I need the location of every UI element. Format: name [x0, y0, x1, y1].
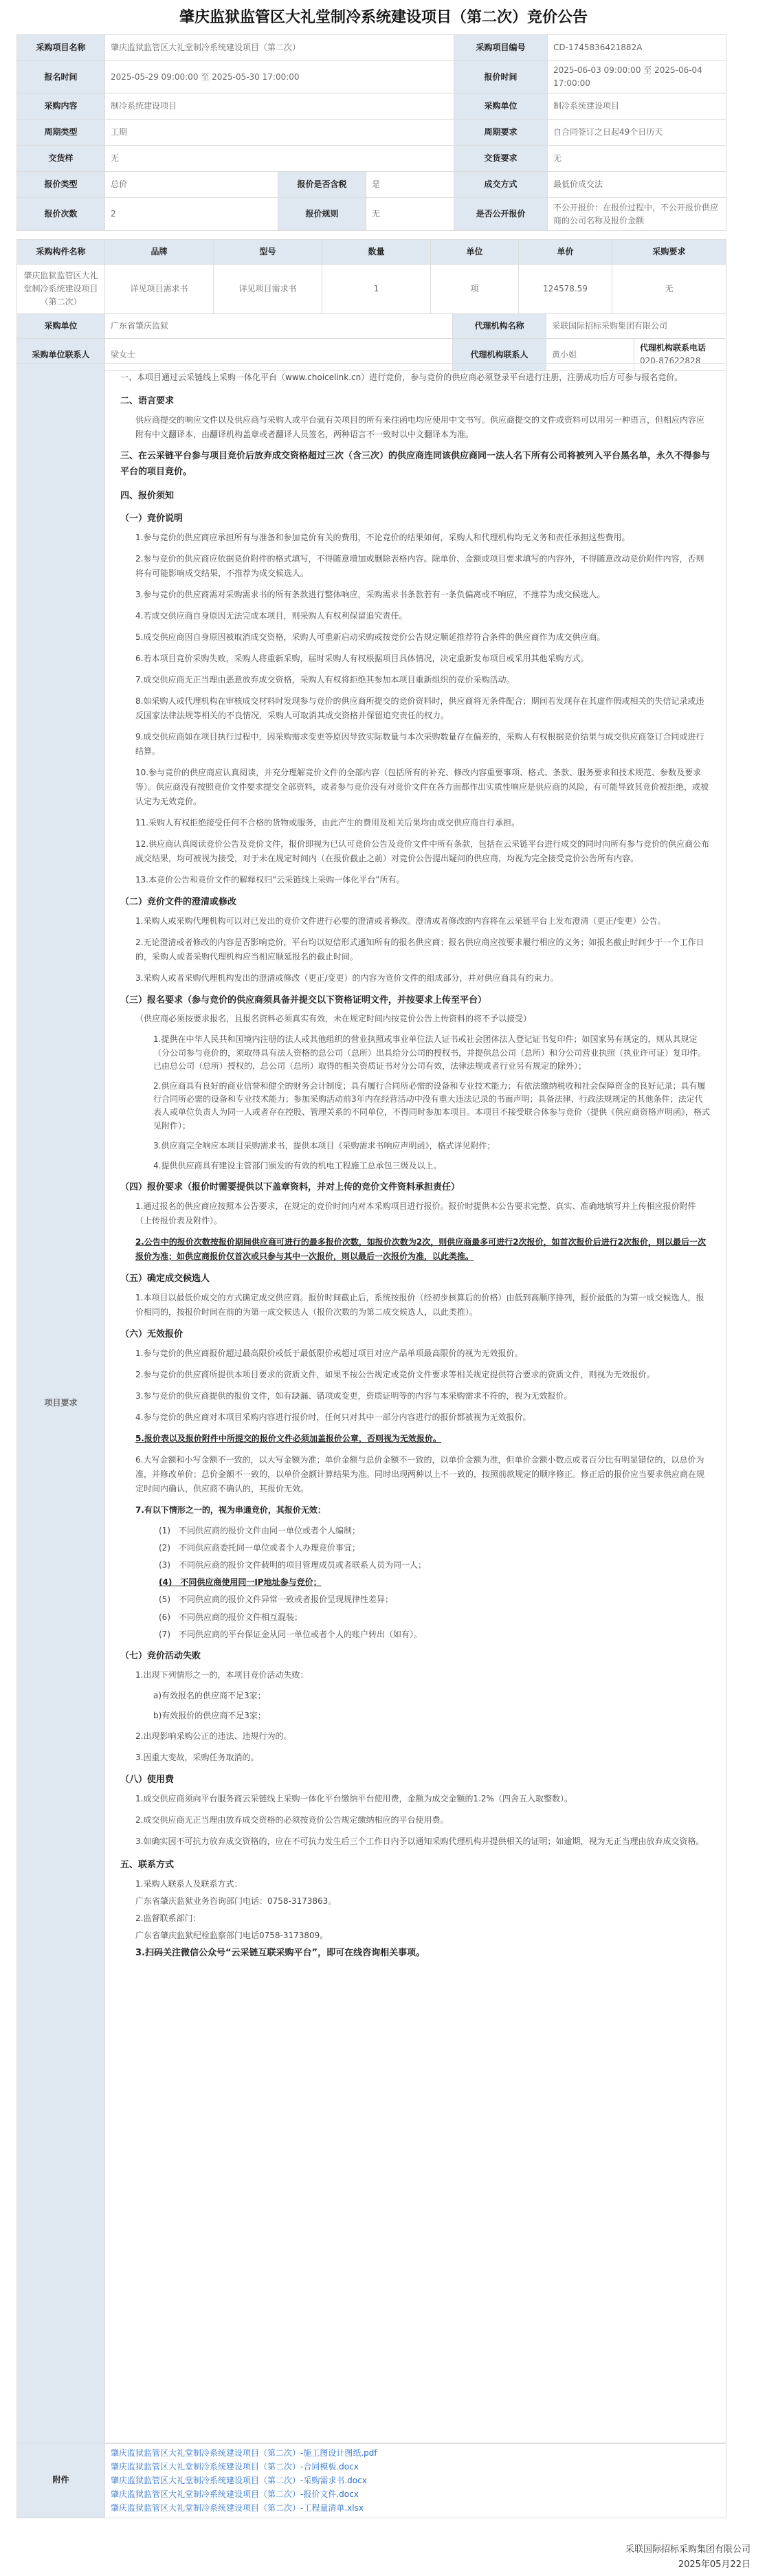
project-name: 肇庆监狱监管区大礼堂制冷系统建设项目（第二次）: [105, 35, 454, 61]
fail-list: [120, 1689, 711, 1722]
list-item: 2.参与竞价的供应商应依据竞价附件的格式填写，不得随意增加或删除表格内容。除单价、金额或项目要求填写的内容外，不得随意改动竞价附件内容，否则将有可能影响成交结果，不推荐为成交候选人。: [135, 553, 704, 578]
sub7b-list: [120, 1729, 711, 1765]
page-title: 肇庆监狱监管区大礼堂制冷系统建设项目（第二次）竞价公告: [179, 9, 588, 26]
list-item: (7) 不同供应商的平台保证金从同一单位或者个人的账户转出（如有）。: [159, 1629, 423, 1639]
column-header: 数量: [322, 240, 431, 265]
cycle-requirement: 自合同签订之日起49个日历天: [548, 120, 726, 146]
list-item: 3.参与竞价的供应商需对采购需求书的所有条款进行整体响应，采购需求书条款若有一条负偏离或不响应，不推荐为成交候选人。: [135, 589, 605, 599]
purchase-content: 制冷系统建设项目: [105, 93, 454, 120]
list-item: 3.参与竞价的供应商提供的报价文件，如有缺漏、错项或变更，资质证明等的内容与本采购需求不符的，视为无效报价。: [135, 1390, 573, 1401]
list-item: 1.通过报名的供应商应按照本公告要求，在规定的竞价时间内对本采购项目进行报价。报价时提供本公告要求完整、真实、准确地填写并上传相应报价附件（上传报价表及附件）。: [135, 1201, 696, 1225]
list-item: 6.大写金额和小写金额不一致的，以大写金额为准；单价金额与总价金额不一致的，以单价金额为准，但单价金额小数点或者百分比有明显错位的，以总价为准，并修改单价；总价金额不一致的，以单价金额计算结果为准。同时出现两种以上不一致的，按照前款规定的顺序修正。修正后的报价应当要求供应商在规定时间内确认，供应商不确认的，其报价无效。: [135, 1454, 705, 1494]
list-item: 4.若成交供应商自身原因无法完成本项目，则采购人有权利保留追究责任。: [135, 610, 408, 621]
list-item: 1.采购人或采购代理机构可以对已发出的竞价文件进行必要的澄清或者修改。澄清或者修改的内容将在云采链平台上发布澄清（更正/变更）公告。: [135, 915, 666, 926]
attachment-link[interactable]: 肇庆监狱监管区大礼堂制冷系统建设项目（第二次）-施工图设计图纸.pdf: [111, 2448, 377, 2458]
list-item: 12.供应商认真阅读竞价公告及竞价文件，报价即视为已认可竞价公告及竞价文件中所有条款，包括在云采链平台进行成交的同时向所有参与竞价的供应商公布成交结果，均可被视为接受，对于未在规定时间内（在报价截止之前）对竞价公告提出疑问的供应商，均视为完全接受竞价公告所有内容。: [135, 839, 710, 863]
column-header: 型号: [214, 240, 322, 265]
quote-rounds: 2: [105, 198, 278, 231]
list-item: 11.采购人有权拒绝接受任何不合格的货物或服务，由此产生的费用及相关后果均由成交供应商自行承担。: [135, 817, 520, 828]
list-item: 1.出现下列情形之一的，本项目竞价活动失败：: [135, 1669, 309, 1680]
column-header: 采购要求: [612, 240, 726, 265]
list-item: (4) 不同供应商使用同一IP地址参与竞价；: [159, 1577, 322, 1588]
collusion-list: [120, 1524, 711, 1641]
sub6-list: [120, 1346, 711, 1518]
requirements-body: 一、本项目通过云采链线上采购一体化平台（www.choicelink.cn）进行竞价，参与竞价的供应商必须登录平台进行注册，注册成功后方可参与报名竞价。 二、语言要求 供应商提交的响应文件以及供应商与采购人或平台就有关项目的所有来往函电均应使用中文书写。供应商提交的文件或资料可以用另一种语言，但相应内容应附有中文翻译本，由翻译机构盖章或者翻译人员签名，两种语言不一致时以中文翻译本为准。 三、在云采链平台参与项目竞价后放弃成交资格超过三次（含三次）的供应商连同该供应商同一法人名下所有公司将被列入平台黑名单，永久不得参与平台的项目竞价。 四、报价须知 （一）竞价说明 1.参与竞价的供应商应承担所有与准备和参加竞价有关的费用，不论竞价的结果如何，采购人和代理机构均无义务和责任承担这些费用。 2.参与竞价的供应商应依据竞价附件的格式填写，不得随意增加或删除表格内容。除单价、金额或项目要求填写的内容外，不得随意改动竞价附件内容，否则将有可能影响成交结果，不推荐为成交候选人。 3.参与竞价的供应商需对采购需求书的所有条款进行整体响应，采购需求书条款若有一条负偏离或不响应，不推荐为成交候选人。 4.若成交供应商自身原因无法完成本项目，则采购人有权利保留追究责任。 5.成交供应商因自身原因被取消成交资格，采购人可重新启动采购或按竞价公告规定顺延推荐符合条件的供应商作为成交供应商。 6.若本项目竞价采购失败，采购人将重新采购，届时采购人有权根据项目具体情况，决定重新发布项目或采用其他采购方式。 7.成交供应商无正当理由恶意放弃成交资格，采购人有权将拒绝其参加本项目重新组织的竞价采购活动。 8.如采购人或代理机构在审核成交材料时发现参与竞价的供应商所提交的竞价资料时，供应商将无条件配合；期间若发现存在其虚作假或相关的失信记录或违反国家法律法规等相关的不良情况，采购人可取消其成交资格并保留追究责任的权力。 9.成交供应商如在项目执行过程中，因采购需求变更等原因导致实际数量与本次采购数量存在偏差的，采购人有权根据竞价结果与成交供应商签订合同或进行结算。 10.参与竞价的供应商应认真阅读，并充分理解竞价文件的全部内容（包括所有的补充、修改内容重要事项、格式、条款、服务要求和技术规范、参数及要求等）。供应商没有按照竞价文件要求提交全部资料，或者参与竞价没有对竞价文件在各方面都作出实质性响应是供应商的风险，有可能导致其竞价被拒绝，或被认定为无效竞价。 11.采购人有权拒绝接受任何不合格的货物或服务，由此产生的费用及相关后果均由成交供应商自行承担。 12.供应商认真阅读竞价公告及竞价文件，报价即视为已认可竞价公告及竞价文件中所有条款，包括在云采链平台进行成交的同时向所有参与竞价的供应商公布成交结果，均可被视为接受，对于未在规定时间内（在报价截止之前）对竞价公告提出疑问的供应商，均视为完全接受竞价公告所有内容。 13.本竞价公告和竞价文件的解释权归“云采链线上采购一体化平台”所有。 （二）竞价文件的澄清或修改 1.采购人或采购代理机构可以对已发出的竞价文件进行必要的澄清或者修改。澄清或者修改的内容将在云采链平台上发布澄清（更正/变更）公告。 2.无论澄清或者修改的内容是否影响竞价，平台均以短信形式通知所有的报名供应商；报名供应商应按要求履行相应的义务；如报名截止时间少于一个工作日的，采购人或者采购代理机构应当相应顺延报名的截止时间。 3.采购人或者采购代理机构发出的澄清或修改（更正/变更）的内容为竞价文件的组成部分，并对供应商具有约束力。 （三）报名要求（参与竞价的供应商须具备并提交以下资格证明文件，并按要求上传至平台） （供应商必须按要求报名，且报名资料必须真实有效，未在规定时间内按竞价公告上传资料的将不予以接受） 1.提供在中华人民共和国境内注册的法人或其他组织的营业执照或事业单位法人证书或社会团体法人登记证书复印件；如国家另有规定的，则从其规定（分公司参与竞价的，须取得具有法人资格的总公司（总所）出具给分公司的授权书，并提供总公司（总所）和分公司营业执照（执业许可证）复印件。已由总公司（总所）授权的，总公司（总所）取得的相关资质证书对分公司有效，法律法规或者行业另有规定的除外）； 2.供应商具有良好的商业信誉和健全的财务会计制度；具有履行合同所必需的设备和专业技术能力；有依法缴纳税收和社会保障资金的良好记录；具有履行合同所必需的设备和专业技术能力；参加采购活动前3年内在经营活动中没有重大违法记录的书面声明；具备法律、行政法规规定的其他条件；法定代表人或单位负责人为同一人或者存在控股、管理关系的不同单位，不得同时参加本项目。本项目不接受联合体参与竞价（提供《供应商资格声明函》，格式见附件）； 3.供应商完全响应本项目采购需求书，提供本项目《采购需求书响应声明函》，格式详见附件； 4.提供供应商具有建设主管部门颁发的有效的机电工程施工总承包三级及以上。 （四）报价要求（报价时需要提供以下盖章资料，并对上传的竞价文件资料承担责任） 1.通过报名的供应商应按照本公告要求，在规定的竞价时间内对本采购项目进行报价。报价时提供本公告要求完整、真实、准确地填写并上传相应报价附件（上传报价表及附件）。 2.公告中的报价次数按报价期间供应商可进行的最多报价次数，如报价次数为2次，则供应商最多可进行2次报价，如首次报价后进行2次报价，则以最后一次报价为准；如供应商报价仅首次或只参与其中一次报价，则以最后一次报价为准，以此类推。 （五）确定成交候选人 1.本项目以最低价成交的方式确定成交供应商。报价时间截止后，系统按报价（经初步核算后的价格）由低到高顺序排列，报价最低的为第一成交候选人，报价相同的，按报价时间在前的为第一成交候选人（报价次数的为第二成交候选人，以此类推）。 （六）无效报价 1.参与竞价的供应商报价超过最高限价或低于最低限价或超过项目对应产品单项最高限价的视为无效报价。 2.参与竞价的供应商所提供本项目要求的资质文件，如果不按公告规定或竞价文件要求等相关规定提供符合要求的资质文件，则视为无效报价。 3.参与竞价的供应商提供的报价文件，如有缺漏、错项或变更，资质证明等的内容与本采购需求不符的，视为无效报价。 4.参与竞价的供应商对本项目采购内容进行报价时，任何只对其中一部分内容进行的报价都被视为无效报价。 5.报价表以及报价附件中所提交的报价文件必须加盖报价公章，否则视为无效报价。 6.大写金额和小写金额不一致的，以大写金额为准；单价金额与总价金额不一致的，以单价金额为准，但单价金额小数点或者百分比有明显错位的，以总价为准，并修改单价；总价金额不一致的，以单价金额计算结果为准。同时出现两种以上不一致的，按照前款规定的顺序修正。修正后的报价应当要求供应商在规定时间内确认，供应商不确认的，其报价无效。 7.有以下情形之一的，视为串通竞价，其报价无效： (1) 不同供应商的报价文件由同一单位或者个人编制； (2) 不同供应商委托同一单位或者个人办理竞价事宜； (3) 不同供应商的报价文件载明的项目管理成员或者联系人员为同一人； (4) 不同供应商使用同一IP地址参与竞价； (5) 不同供应商的报价文件异常一致或者报价呈现规律性差异； (6) 不同供应商的报价文件相互混装； (7) 不同供应商的平台保证金从同一单位或者个人的账户转出（如有）。 （七）竞价活动失败 1.出现下列情形之一的，本项目竞价活动失败： a)有效报名的供应商不足3家； b)有效报价的供应商不足3家； 2.出现影响采购公正的违法、违规行为的。 3.因重大变故，采购任务取消的。 （八）使用费 1.成交供应商须向平台服务商云采链线上采购一体化平台缴纳平台使用费，金额为成交金额的1.2%（四舍五入取整数）。 2.成交供应商无正当理由放弃成交资格的必须按竞价公告规定缴纳相应的平台使用费。 3.如确实因不可抗力放弃成交资格的，应在不可抗力发生后三个工作日内予以通知采购代理机构并提供相关的证明；如逾期，视为无正当理由放弃成交资格。 五、联系方式 1.采购人联系人及联系方式： 广东省肇庆监狱业务咨询部门电话：0758-3173863。 2.监督联系部门： 广东省肇庆监狱纪检监察部门电话0758-3173809。 3.扫码关注微信公众号“云采链互联采购平台”，即可在线咨询相关事项。: [105, 364, 726, 2444]
blacklist-warning: 三、在云采链平台参与项目竞价后放弃成交资格超过三次（含三次）的供应商连同该供应商同一法人名下所有公司将被列入平台黑名单，永久不得参与平台的项目竞价。: [120, 450, 711, 477]
project-no: CD-1745836421882A: [548, 35, 726, 61]
table-row: 肇庆监狱监管区大礼堂制冷系统建设项目（第二次） 详见项目需求书 详见项目需求书 1 项 124578.59 无: [17, 265, 726, 314]
list-item: 2.参与竞价的供应商所提供本项目要求的资质文件，如果不按公告规定或竞价文件要求等相关规定提供符合要求的资质文件，则视为无效报价。: [135, 1369, 655, 1379]
list-item: 2.供应商具有良好的商业信誉和健全的财务会计制度；具有履行合同所必需的设备和专业技术能力；有依法缴纳税收和社会保障资金的良好记录；具有履行合同所必需的设备和专业技术能力；参加采购活动前3年内在经营活动中没有重大违法记录的书面声明；具备法律、行政法规规定的其他条件；法定代表人或单位负责人为同一人或者存在控股、管理关系的不同单位，不得同时参加本项目。本项目不接受联合体参与竞价（提供《供应商资格声明函》，格式见附件）；: [153, 1081, 711, 1131]
project-info-table: 采购项目名称 肇庆监狱监管区大礼堂制冷系统建设项目（第二次） 采购项目编号 CD-1745836421882A 报名时间 2025-05-29 09:00:00 至 2025-05-30 17:00:00 报价时间 2025-06-03 09:00:00 至 2025-06-04 17:00:00 采购内容 制冷系统建设项目 采购单位 制冷系统建设项目 周期类型 工期 周期要求 自合同签订之日起49个日历天 交货样 无 交货要求 无 报价类型 总价 报价是否含税 是 成交方式 最低价成交法 报价次数 2 报价规则 无 是否公开报价 不公开报价：在报价过程中，不公开报价供应商的公司名称及报价金额: [16, 34, 726, 231]
sub2-list: [120, 914, 711, 986]
purchase-items-table: [16, 239, 726, 314]
list-item: a)有效报名的供应商不足3家；: [153, 1690, 266, 1700]
purchase-unit: 广东省肇庆监狱: [105, 314, 453, 339]
attachments-label: 附件: [17, 2443, 105, 2518]
attachment-link[interactable]: 肇庆监狱监管区大礼堂制冷系统建设项目（第二次）-工程量清单.xlsx: [111, 2503, 364, 2513]
sub1-list: [120, 531, 711, 887]
list-item: 7.成交供应商无正当理由恶意放弃成交资格，采购人有权将拒绝其参加本项目重新组织的竞价采购活动。: [135, 674, 515, 685]
platform-note: 3.扫码关注微信公众号“云采链互联采购平台”，即可在线咨询相关事项。: [135, 1947, 425, 1958]
list-item: b)有效报价的供应商不足3家；: [153, 1710, 266, 1720]
attachment-link[interactable]: 肇庆监狱监管区大礼堂制冷系统建设项目（第二次）-合同模板.docx: [111, 2462, 359, 2472]
list-item: (1) 不同供应商的报价文件由同一单位或者个人编制；: [159, 1525, 361, 1535]
list-item: 8.如采购人或代理机构在审核成交材料时发现参与竞价的供应商所提交的竞价资料时，供应商将无条件配合；期间若发现存在其虚作假或相关的失信记录或违反国家法律法规等相关的不良情况，采购人可取消其成交资格并保留追究责任的权力。: [135, 696, 704, 720]
attachments-table: [16, 2443, 726, 2518]
contacts-list: [120, 1877, 711, 1943]
list-item: 4.提供供应商具有建设主管部门颁发的有效的机电工程施工总承包三级及以上。: [153, 1160, 442, 1170]
cycle-type: 工期: [105, 120, 454, 146]
agent-name: 采联国际招标采购集团有限公司: [546, 314, 726, 339]
agent-contact: 黄小姐: [546, 339, 634, 371]
list-item: 广东省肇庆监狱业务咨询部门电话：0758-3173863。: [135, 1896, 337, 1906]
list-item: 3.采购人或者采购代理机构发出的澄清或修改（更正/变更）的内容为竞价文件的组成部分，并对供应商具有约束力。: [135, 973, 559, 983]
column-header: 采购构件名称: [17, 240, 105, 265]
publish-quote: 不公开报价：在报价过程中，不公开报价供应商的公司名称及报价金额: [548, 198, 726, 231]
list-item: 3.如确实因不可抗力放弃成交资格的，应在不可抗力发生后三个工作日内予以通知采购代理机构并提供相关的证明；如逾期，视为无正当理由放弃成交资格。: [135, 1836, 704, 1846]
quote-rule: 无: [366, 198, 454, 231]
delivery-requirement: 无: [548, 146, 726, 172]
list-item: (2) 不同供应商委托同一单位或者个人办理竞价事宜；: [159, 1542, 361, 1553]
include-tax: 是: [366, 172, 454, 198]
deal-method: 最低价成交法: [548, 172, 726, 198]
column-header: 品牌: [105, 240, 214, 265]
list-item: 9.成交供应商如在项目执行过程中，因采购需求变更等原因导致实际数量与本次采购数量存在偏差的，采购人有权根据竞价结果与成交供应商签订合同或进行结算。: [135, 731, 704, 756]
quote-time: 2025-06-03 09:00:00 至 2025-06-04 17:00:00: [548, 61, 726, 93]
list-item: (3) 不同供应商的报价文件载明的项目管理成员或者联系人员为同一人；: [159, 1559, 427, 1570]
list-item: 6.若本项目竞价采购失败，采购人将重新采购，届时采购人有权根据项目具体情况，决定重新发布项目或采用其他采购方式。: [135, 653, 589, 663]
list-item: 1.采购人联系人及联系方式：: [135, 1878, 243, 1889]
purchase-contact: 梁女士: [105, 339, 453, 371]
sub8-list: [120, 1792, 711, 1849]
list-item: 10.参与竞价的供应商应认真阅读，并充分理解竞价文件的全部内容（包括所有的补充、修改内容重要事项、格式、条款、服务要求和技术规范、参数及要求等）。供应商没有按照竞价文件要求提交全部资料，或者参与竞价没有对竞价文件在各方面都作出实质性响应是供应商的风险，有可能导致其竞价被拒绝，或被认定为无效竞价。: [135, 767, 709, 806]
list-item: 5.成交供应商因自身原因被取消成交资格，采购人可重新启动采购或按竞价公告规定顺延推荐符合条件的供应商作为成交供应商。: [135, 632, 605, 642]
list-item: 1.提供在中华人民共和国境内注册的法人或其他组织的营业执照或事业单位法人证书或社会团体法人登记证书复印件；如国家另有规定的，则从其规定（分公司参与竞价的，须取得具有法人资格的总公司（总所）出具给分公司的授权书，并提供总公司（总所）和分公司营业执照（执业许可证）复印件。已由总公司（总所）授权的，总公司（总所）取得的相关资质证书对分公司有效，法律法规或者行业另有规定的除外）；: [153, 1034, 707, 1071]
signup-time: 2025-05-29 09:00:00 至 2025-05-30 17:00:00: [105, 61, 454, 93]
list-item: 2.成交供应商无正当理由放弃成交资格的必须按竞价公告规定缴纳相应的平台使用费。: [135, 1814, 449, 1825]
sub3-list: [120, 1033, 711, 1173]
list-item: 1.本项目以最低价成交的方式确定成交供应商。报价时间截止后，系统按报价（经初步核算后的价格）由低到高顺序排列，报价最低的为第一成交候选人，报价相同的，按报价时间在前的为第一成交候选人（报价次数的为第二成交候选人，以此类推）。: [135, 1292, 704, 1317]
requirements-table: [16, 363, 726, 2444]
column-header: 单位: [431, 240, 519, 265]
list-item: 广东省肇庆监狱纪检监察部门电话0758-3173809。: [135, 1930, 329, 1940]
list-item: 2.无论澄清或者修改的内容是否影响竞价，平台均以短信形式通知所有的报名供应商；报名供应商应按要求履行相应的义务；如报名截止时间少于一个工作日的，采购人或者采购代理机构应当相应顺延报名的截止时间。: [135, 937, 704, 962]
list-item: 2.出现影响采购公正的违法、违规行为的。: [135, 1731, 292, 1742]
list-item: (6) 不同供应商的报价文件相互混装；: [159, 1612, 302, 1622]
list-item: 2.监督联系部门：: [135, 1913, 201, 1923]
requirements-label: 项目要求: [17, 364, 105, 2444]
column-header: 单价: [519, 240, 612, 265]
agent-phone: 代理机构联系电话020-87622828: [634, 339, 726, 371]
attachment-link[interactable]: 肇庆监狱监管区大礼堂制冷系统建设项目（第二次）-采购需求书.docx: [111, 2476, 367, 2485]
footer-date: 2025年05月22日: [678, 2560, 751, 2570]
list-item: 5.报价表以及报价附件中所提交的报价文件必须加盖报价公章，否则视为无效报价。: [135, 1433, 441, 1443]
list-item: 2.公告中的报价次数按报价期间供应商可进行的最多报价次数，如报价次数为2次，则供应商最多可进行2次报价，如首次报价后进行2次报价，则以最后一次报价为准；如供应商报价仅首次或只参与其中一次报价，则以最后一次报价为准，以此类推。: [135, 1236, 706, 1261]
list-item: 7.有以下情形之一的，视为串通竞价，其报价无效：: [135, 1504, 326, 1515]
footer-company: 采联国际招标采购集团有限公司: [625, 2544, 751, 2555]
purchase-unit-name: 制冷系统建设项目: [548, 93, 726, 120]
list-item: (5) 不同供应商的报价文件异常一致或者报价呈现规律性差异；: [159, 1595, 394, 1605]
attachment-link[interactable]: 肇庆监狱监管区大礼堂制冷系统建设项目（第二次）-报价文件.docx: [111, 2489, 359, 2499]
sub4-list: [120, 1199, 711, 1264]
sub5-list: [120, 1291, 711, 1320]
list-item: 13.本竞价公告和竞价文件的解释权归“云采链线上采购一体化平台”所有。: [135, 874, 405, 885]
organization-table: 采购单位 广东省肇庆监狱 代理机构名称 采联国际招标采购集团有限公司 采购单位联系人 梁女士 代理机构联系人 黄小姐 代理机构联系电话020-87622828: [16, 313, 726, 371]
list-item: 1.参与竞价的供应商报价超过最高限价或低于最低限价或超过项目对应产品单项最高限价的视为无效报价。: [135, 1348, 523, 1358]
list-item: 3.因重大变故，采购任务取消的。: [135, 1753, 259, 1763]
attachments-list: [105, 2443, 726, 2518]
quote-type: 总价: [105, 172, 278, 198]
list-item: 3.供应商完全响应本项目采购需求书，提供本项目《采购需求书响应声明函》，格式详见附件；: [153, 1140, 496, 1151]
sub7-list: [120, 1668, 711, 1683]
list-item: 4.参与竞价的供应商对本项目采购内容进行报价时，任何只对其中一部分内容进行的报价都被视为无效报价。: [135, 1412, 531, 1422]
trade-sample: 无: [105, 146, 454, 172]
list-item: 1.参与竞价的供应商应承担所有与准备和参加竞价有关的费用，不论竞价的结果如何，采购人和代理机构均无义务和责任承担这些费用。: [135, 532, 630, 542]
list-item: 1.成交供应商须向平台服务商云采链线上采购一体化平台缴纳平台使用费，金额为成交金额的1.2%（四舍五入取整数）。: [135, 1793, 573, 1803]
